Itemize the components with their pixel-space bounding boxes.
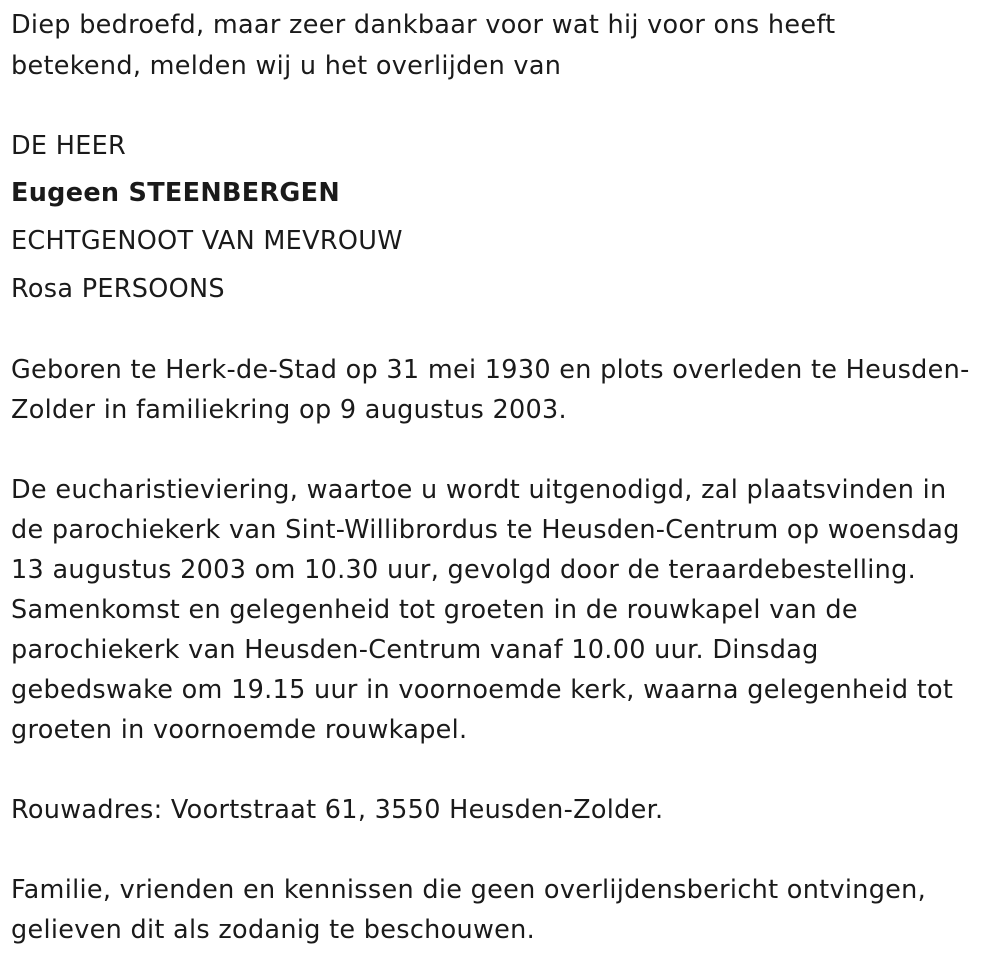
intro-line: Diep bedroefd, maar zeer dankbaar voor wat hij voor ons heeft bbox=[11, 10, 836, 40]
honorific-title: DE HEER bbox=[11, 131, 127, 161]
closing-line: Familie, vrienden en kennissen die geen overlijdensbericht ontvingen, bbox=[11, 875, 927, 905]
ceremony-line: de parochiekerk van Sint-Willibrordus te Heusden-Centrum op woensdag bbox=[11, 515, 960, 545]
closing-line: gelieven dit als zodanig te beschouwen. bbox=[11, 915, 536, 945]
ceremony-line: gebedswake om 19.15 uur in voornoemde kerk, waarna gelegenheid tot bbox=[11, 675, 954, 705]
ceremony-line: parochiekerk van Heusden-Centrum vanaf 10.00 uur. Dinsdag bbox=[11, 635, 819, 665]
ceremony-line: Samenkomst en gelegenheid tot groeten in de rouwkapel van de bbox=[11, 595, 858, 625]
mourning-address: Rouwadres: Voortstraat 61, 3550 Heusden-Zolder. bbox=[11, 795, 664, 825]
intro-line: betekend, melden wij u het overlijden van bbox=[11, 51, 562, 81]
ceremony-line: 13 augustus 2003 om 10.30 uur, gevolgd door de teraardebestelling. bbox=[11, 555, 916, 585]
ceremony-line: De eucharistieviering, waartoe u wordt uitgenodigd, zal plaatsvinden in bbox=[11, 475, 947, 505]
birth-death-line: Geboren te Herk-de-Stad op 31 mei 1930 en plots overleden te Heusden- bbox=[11, 355, 970, 385]
spouse-name: Rosa PERSOONS bbox=[11, 274, 225, 304]
birth-death-line: Zolder in familiekring op 9 augustus 2003. bbox=[11, 395, 567, 425]
deceased-name: Eugeen STEENBERGEN bbox=[11, 178, 340, 208]
relation-line: ECHTGENOOT VAN MEVROUW bbox=[11, 226, 403, 256]
ceremony-line: groeten in voornoemde rouwkapel. bbox=[11, 715, 468, 745]
